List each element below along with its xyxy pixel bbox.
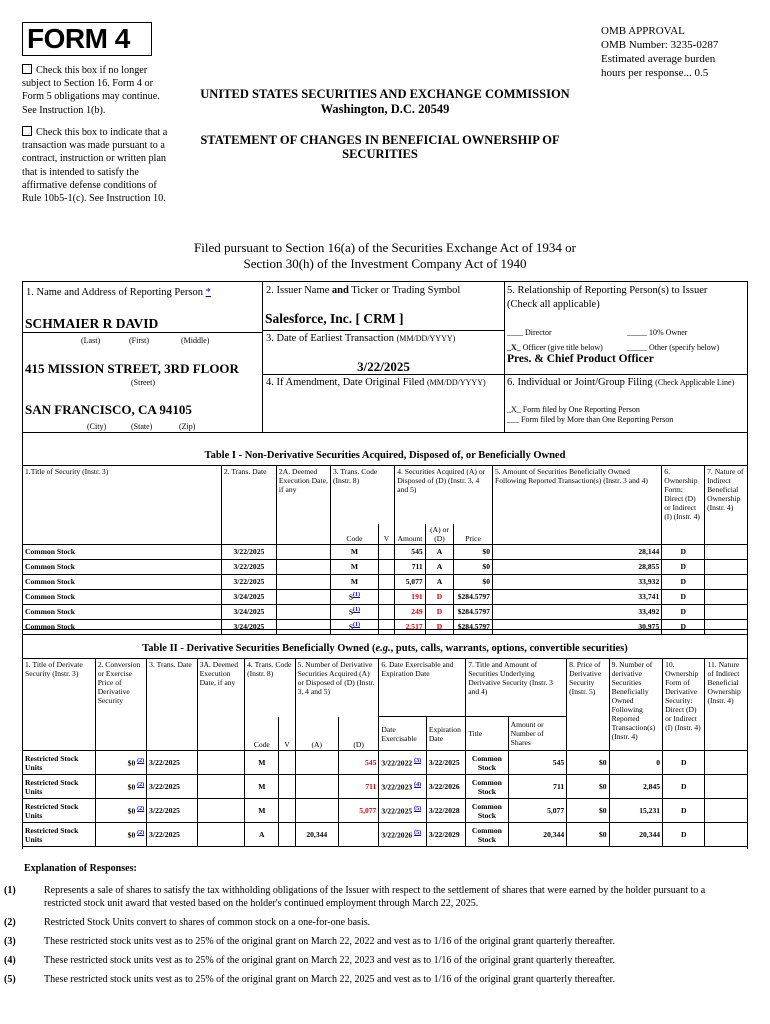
explanation-note: [4, 916, 724, 929]
omb-line: OMB Number: 3235-0287: [601, 39, 719, 51]
t2-cell-owned: 15,231: [609, 799, 663, 823]
t2-cell-underlying-title: Common Stock: [466, 775, 508, 799]
t1-cell-title: Common Stock: [23, 619, 222, 634]
t1-cell-owned: 28,144: [492, 544, 661, 559]
t1-cell-title: Common Stock: [23, 589, 222, 604]
t1-cell-amount: 5,077: [395, 574, 425, 589]
issuer-box: [262, 281, 505, 331]
t2-cell-title: Restricted Stock Units: [23, 799, 96, 823]
t1-cell-v: [378, 604, 394, 619]
t2-cell-conversion: [95, 751, 146, 775]
t1-cell-v: [378, 589, 394, 604]
t2-cell-d: 5,077: [338, 799, 378, 823]
street-label: (Street): [131, 378, 155, 387]
t2-cell-form: D: [663, 799, 705, 823]
divider: [23, 332, 262, 333]
section16-note: [22, 64, 172, 117]
footnote-link[interactable]: (1): [353, 592, 361, 599]
t2-cell-deemed: [197, 799, 244, 823]
footnote-link[interactable]: (5): [414, 830, 422, 837]
t1-cell-owned: 33,741: [492, 589, 661, 604]
table-row: [23, 544, 748, 559]
footnote-link[interactable]: (4): [414, 782, 422, 789]
t2-cell-price: $0: [567, 823, 609, 847]
last-label: (Last): [81, 336, 101, 345]
table-row: [23, 775, 748, 799]
t1-cell-deemed: [276, 544, 330, 559]
cell-value: 3/22/2023: [381, 782, 413, 792]
cell-value: 3/22/2022: [381, 758, 413, 768]
t2-cell-form: D: [663, 775, 705, 799]
t2-cell-date: 3/22/2025: [147, 823, 197, 847]
table-row: [23, 604, 748, 619]
t2-cell-nature: [705, 823, 748, 847]
t1-cell-v: [378, 544, 394, 559]
t2-cell-underlying-title: Common Stock: [466, 799, 508, 823]
t2-header-title: 1. Title of Derivate Security (Instr. 3): [23, 659, 96, 751]
t1-cell-title: Common Stock: [23, 559, 222, 574]
t2-sub-exercisable: Date Exercisable: [379, 717, 426, 751]
issuer-label: 2. Issuer Name and Ticker or Trading Symbol: [266, 285, 461, 296]
officer-title: Pres. & Chief Product Officer: [507, 353, 654, 365]
t2-cell-owned: 20,344: [609, 823, 663, 847]
t2-sub-expiration: Expiration Date: [426, 717, 465, 751]
first-label: (First): [129, 336, 149, 345]
cell-value: $0: [127, 758, 136, 768]
t1-cell-deemed: [276, 589, 330, 604]
t1-cell-deemed: [276, 604, 330, 619]
explanation-title: Explanation of Responses:: [24, 863, 137, 874]
t2-cell-underlying-title: Common Stock: [466, 823, 508, 847]
t2-cell-expiration: 3/22/2028: [426, 799, 465, 823]
t1-cell-form: D: [662, 604, 705, 619]
t2-cell-a: 20,344: [295, 823, 338, 847]
city-state-zip: SAN FRANCISCO, CA 94105: [25, 402, 192, 417]
footnote-link[interactable]: (5): [414, 806, 422, 813]
t1-header-acquired: 4. Securities Acquired (A) or Disposed of (D) (Instr. 3, 4 and 5): [395, 466, 493, 524]
t1-header-date: 2. Trans. Date: [221, 466, 276, 545]
t1-cell-title: Common Stock: [23, 574, 222, 589]
t2-cell-shares: 5,077: [508, 799, 567, 823]
t1-header-deemed: 2A. Deemed Execution Date, if any: [276, 466, 330, 545]
t2-cell-code: M: [245, 751, 279, 775]
t1-cell-title: Common Stock: [23, 604, 222, 619]
rule10b5-checkbox[interactable]: [22, 126, 32, 136]
footnote-link[interactable]: (2): [137, 830, 145, 837]
t1-cell-ad: A: [425, 574, 454, 589]
t2-header-code: 4. Trans. Code (Instr. 8): [245, 659, 295, 717]
table2-title: Table II - Derivative Securities Beneficially Owned (e.g., puts, calls, warrants, options, convertible securities): [142, 643, 628, 654]
t2-header-date: 3. Trans. Date: [147, 659, 197, 751]
t1-cell-form: D: [662, 559, 705, 574]
agency-name: UNITED STATES SECURITIES AND EXCHANGE COMMISSION: [200, 87, 570, 101]
agency-city: Washington, D.C. 20549: [320, 102, 450, 116]
table-row: [23, 574, 748, 589]
t2-cell-a: [295, 775, 338, 799]
t2-cell-deemed: [197, 751, 244, 775]
cell-value: $0: [127, 830, 136, 840]
t2-cell-exercisable: [379, 799, 426, 823]
table1: [22, 465, 748, 635]
t1-cell-ad: A: [425, 559, 454, 574]
note-number: (3): [4, 936, 16, 947]
t2-cell-date: 3/22/2025: [147, 751, 197, 775]
t1-cell-form: D: [662, 619, 705, 634]
t2-cell-nature: [705, 751, 748, 775]
note-text: Represents a sale of shares to satisfy the tax withholding obligations of the Issuer with respect to the settlement of shares that were earned by the holder pursuant to a restricted stock unit award that vested based on the holder's continued employment through March 22, 2025.: [44, 885, 706, 909]
t2-sub-a: (A): [295, 717, 338, 751]
t1-sub-price: Price: [454, 524, 493, 545]
explanation-note: [4, 973, 724, 986]
t1-header-title: 1.Title of Security (Instr. 3): [23, 466, 222, 545]
footnote-star-link[interactable]: *: [205, 287, 211, 298]
t2-cell-v: [279, 799, 295, 823]
filing-type-label: 6. Individual or Joint/Group Filing (Check Applicable Line): [507, 377, 735, 388]
table-row: [23, 751, 748, 775]
footnote-link[interactable]: (2): [137, 758, 145, 765]
officer-option[interactable]: _X_ Officer (give title below): [507, 343, 603, 352]
t2-cell-title: Restricted Stock Units: [23, 751, 96, 775]
footnote-link[interactable]: (2): [137, 782, 145, 789]
amendment-label: 4. If Amendment, Date Original Filed (MM/DD/YYYY): [266, 377, 486, 388]
director-option[interactable]: ____ Director: [507, 328, 552, 337]
city-label: (City): [87, 422, 107, 431]
section16-checkbox[interactable]: [22, 64, 32, 74]
t1-cell-nature: [705, 559, 748, 574]
footnote-link[interactable]: (1): [353, 622, 361, 629]
rule10b5-text: Check this box to indicate that a transaction was made pursuant to a contract, instruction or written plan that is intended to satisfy the affirmative defense conditions of Rule 10b5-1(c). See Instruction 10.: [22, 127, 168, 205]
cell-value: 3/22/2026: [381, 830, 413, 840]
t2-cell-v: [279, 751, 295, 775]
t2-cell-deemed: [197, 823, 244, 847]
table1-title: Table I - Non-Derivative Securities Acquired, Disposed of, or Beneficially Owned: [204, 450, 566, 461]
explanation-note: [4, 954, 724, 967]
t2-cell-title: Restricted Stock Units: [23, 823, 96, 847]
reporting-person-box: [22, 281, 263, 433]
t1-header-owned: 5. Amount of Securities Beneficially Owned Following Reported Transaction(s) (Instr. 3 and 4): [492, 466, 661, 545]
t1-cell-ad: A: [425, 544, 454, 559]
t1-cell-date: 3/22/2025: [221, 544, 276, 559]
t1-cell-price: $284.5797: [454, 619, 493, 634]
t2-header-deemed: 3A. Deemed Execution Date, if any: [197, 659, 244, 751]
t2-sub-title: Title: [466, 717, 508, 751]
t2-cell-form: D: [663, 823, 705, 847]
t1-header-nature: 7. Nature of Indirect Beneficial Ownership (Instr. 4): [705, 466, 748, 545]
t2-header-price: 8. Price of Derivative Security (Instr. 5): [567, 659, 609, 751]
relationship-label: 5. Relationship of Reporting Person(s) to Issuer (Check all applicable): [507, 285, 708, 310]
explanation: [4, 862, 724, 992]
t1-cell-price: $284.5797: [454, 589, 493, 604]
t2-cell-d: [338, 823, 378, 847]
t2-cell-shares: 711: [508, 775, 567, 799]
one-person-option[interactable]: _X_ Form filed by One Reporting Person: [507, 405, 640, 414]
footnote-link[interactable]: (2): [137, 806, 145, 813]
relationship-box: [504, 281, 748, 375]
earliest-transaction-box: [262, 330, 505, 375]
t1-cell-date: 3/22/2025: [221, 574, 276, 589]
t2-cell-a: [295, 799, 338, 823]
t1-cell-ad: D: [425, 604, 454, 619]
t1-cell-form: D: [662, 574, 705, 589]
issuer-value: Salesforce, Inc. [ CRM ]: [265, 311, 404, 326]
t1-cell-ad: D: [425, 589, 454, 604]
t1-sub-amount: Amount: [395, 524, 425, 545]
t2-cell-conversion: [95, 775, 146, 799]
t2-cell-date: 3/22/2025: [147, 799, 197, 823]
t1-cell-v: [378, 574, 394, 589]
t1-cell-code: M: [330, 544, 378, 559]
t2-cell-owned: 0: [609, 751, 663, 775]
box1-label: 1. Name and Address of Reporting Person *: [26, 287, 211, 298]
t1-cell-deemed: [276, 574, 330, 589]
t2-header-form: 10. Ownership Form of Derivative Security: Direct (D) or Indirect (I) (Instr. 4): [663, 659, 705, 751]
note-text: These restricted stock units vest as to 25% of the original grant on March 22, 2022 and vest as to 1/16 of the original grant quarterly thereafter.: [44, 936, 615, 947]
t2-header-exercisable: 6. Date Exercisable and Expiration Date: [379, 659, 466, 717]
t2-cell-exercisable: [379, 775, 426, 799]
ten-percent-owner-option[interactable]: _____ 10% Owner: [627, 328, 688, 337]
t2-cell-shares: 545: [508, 751, 567, 775]
t1-cell-amount: 249: [395, 604, 425, 619]
amendment-box: [262, 374, 505, 433]
table-row: [23, 823, 748, 847]
t1-cell-title: Common Stock: [23, 544, 222, 559]
t2-cell-conversion: [95, 823, 146, 847]
t1-cell-owned: 28,855: [492, 559, 661, 574]
t1-header-form: 6. Ownership Form: Direct (D) or Indirect (I) (Instr. 4): [662, 466, 705, 545]
t1-cell-price: $0: [454, 574, 493, 589]
t2-cell-expiration: 3/22/2029: [426, 823, 465, 847]
t2-header-conversion: 2. Conversion or Exercise Price of Derivative Security: [95, 659, 146, 751]
t1-cell-form: D: [662, 544, 705, 559]
t1-cell-date: 3/22/2025: [221, 559, 276, 574]
form-title: FORM 4: [22, 22, 152, 56]
t1-cell-code: M: [330, 559, 378, 574]
t1-header-code: 3. Trans. Code (Instr. 8): [330, 466, 394, 524]
t2-cell-nature: [705, 799, 748, 823]
t1-cell-amount: 191: [395, 589, 425, 604]
t1-cell-ad: D: [425, 619, 454, 634]
earliest-transaction-date: 3/22/2025: [357, 359, 410, 374]
t2-cell-expiration: 3/22/2025: [426, 751, 465, 775]
t1-cell-v: [378, 559, 394, 574]
reporting-person-name: SCHMAIER R DAVID: [25, 316, 159, 331]
t1-cell-date: 3/24/2025: [221, 604, 276, 619]
state-label: (State): [131, 422, 153, 431]
t2-cell-v: [279, 823, 295, 847]
t1-cell-owned: 33,932: [492, 574, 661, 589]
t2-cell-owned: 2,845: [609, 775, 663, 799]
code-value: S: [348, 607, 354, 617]
filed-line-1: Filed pursuant to Section 16(a) of the Securities Exchange Act of 1934 or: [194, 240, 576, 255]
t1-cell-price: $0: [454, 559, 493, 574]
table-row: [23, 589, 748, 604]
t2-header-nature: 11. Nature of Indirect Beneficial Ownership (Instr. 4): [705, 659, 748, 751]
t2-cell-exercisable: [379, 751, 426, 775]
other-option[interactable]: _____ Other (specify below): [627, 343, 720, 352]
t2-sub-shares: Amount or Number of Shares: [508, 717, 567, 751]
t2-cell-underlying-title: Common Stock: [466, 751, 508, 775]
filing-type-box: [504, 374, 748, 433]
t1-cell-amount: 711: [395, 559, 425, 574]
note-number: (5): [4, 974, 16, 985]
t2-sub-code: Code: [245, 717, 279, 751]
omb-line: hours per response... 0.5: [601, 67, 709, 79]
table-row: [23, 559, 748, 574]
t2-cell-price: $0: [567, 799, 609, 823]
t1-cell-date: 3/24/2025: [221, 589, 276, 604]
filed-line-2: Section 30(h) of the Investment Company Act of 1940: [243, 256, 527, 271]
omb-line: Estimated average burden: [601, 53, 716, 65]
cell-value: $0: [127, 782, 136, 792]
t2-header-number: 5. Number of Derivative Securities Acquired (A) or Disposed of (D) (Instr. 3, 4 and 5): [295, 659, 379, 717]
t2-cell-date: 3/22/2025: [147, 775, 197, 799]
t2-cell-exercisable: [379, 823, 426, 847]
t1-cell-deemed: [276, 559, 330, 574]
multiple-persons-option[interactable]: ___ Form filed by More than One Reporting Person: [507, 415, 674, 424]
t2-cell-price: $0: [567, 751, 609, 775]
t1-cell-nature: [705, 574, 748, 589]
t2-cell-expiration: 3/22/2026: [426, 775, 465, 799]
zip-label: (Zip): [179, 422, 196, 431]
t2-cell-d: 545: [338, 751, 378, 775]
note-text: These restricted stock units vest as to 25% of the original grant on March 22, 2025 and vest as to 1/16 of the original grant quarterly thereafter.: [44, 974, 615, 985]
explanation-note: [4, 884, 724, 910]
street-value: 415 MISSION STREET, 3RD FLOOR: [25, 361, 239, 376]
omb-approval: [601, 24, 718, 80]
table-row: [23, 799, 748, 823]
footnote-link[interactable]: (1): [353, 607, 361, 614]
t1-cell-code: M: [330, 574, 378, 589]
note-text: Restricted Stock Units convert to shares of common stock on a one-for-one basis.: [44, 917, 371, 928]
t2-sub-d: (D): [338, 717, 378, 751]
t2-cell-d: 711: [338, 775, 378, 799]
t2-header-owned: 9. Number of derivative Securities Beneficially Owned Following Reported Transaction(s) (Instr. 4): [609, 659, 663, 751]
t1-cell-owned: 30,975: [492, 619, 661, 634]
t2-header-underlying: 7. Title and Amount of Securities Underlying Derivative Security (Instr. 3 and 4): [466, 659, 567, 717]
t1-cell-code: [330, 604, 378, 619]
t2-cell-nature: [705, 775, 748, 799]
t2-cell-title: Restricted Stock Units: [23, 775, 96, 799]
t1-cell-form: D: [662, 589, 705, 604]
t2-cell-code: A: [245, 823, 279, 847]
section16-text: Check this box if no longer subject to Section 16. Form 4 or Form 5 obligations may continue. See Instruction 1(b).: [22, 65, 160, 116]
t2-cell-deemed: [197, 775, 244, 799]
code-value: S: [348, 622, 354, 632]
explanation-note: [4, 935, 724, 948]
t2-cell-form: D: [663, 751, 705, 775]
t2-cell-a: [295, 751, 338, 775]
note-number: (2): [4, 917, 16, 928]
t1-sub-v: V: [378, 524, 394, 545]
t2-cell-code: M: [245, 775, 279, 799]
note-text: These restricted stock units vest as to 25% of the original grant on March 22, 2023 and vest as to 1/16 of the original grant quarterly thereafter.: [44, 955, 615, 966]
note-number: (1): [4, 885, 16, 896]
t2-cell-conversion: [95, 799, 146, 823]
t1-cell-nature: [705, 604, 748, 619]
t1-cell-price: $284.5797: [454, 604, 493, 619]
t1-cell-nature: [705, 589, 748, 604]
code-value: S: [348, 592, 354, 602]
note-number: (4): [4, 955, 16, 966]
omb-line: OMB APPROVAL: [601, 25, 685, 37]
statement-title: STATEMENT OF CHANGES IN BENEFICIAL OWNERSHIP OF SECURITIES: [200, 133, 560, 161]
cell-value: $0: [127, 806, 136, 816]
footnote-link[interactable]: (3): [414, 758, 422, 765]
t2-cell-v: [279, 775, 295, 799]
t1-cell-amount: 2,517: [395, 619, 425, 634]
t1-cell-date: 3/24/2025: [221, 619, 276, 634]
t2-sub-v: V: [279, 717, 295, 751]
t1-cell-amount: 545: [395, 544, 425, 559]
t1-sub-ad: (A) or (D): [425, 524, 454, 545]
earliest-transaction-label: 3. Date of Earliest Transaction (MM/DD/YYYY): [266, 333, 456, 344]
table2: [22, 658, 748, 847]
t1-cell-nature: [705, 544, 748, 559]
t2-cell-shares: 20,344: [508, 823, 567, 847]
cell-value: 3/22/2025: [381, 806, 413, 816]
t1-cell-owned: 33,492: [492, 604, 661, 619]
t2-cell-price: $0: [567, 775, 609, 799]
t1-cell-price: $0: [454, 544, 493, 559]
t1-sub-code: Code: [330, 524, 378, 545]
t2-cell-code: M: [245, 799, 279, 823]
rule10b5-note: [22, 126, 172, 205]
middle-label: (Middle): [181, 336, 210, 345]
t1-cell-code: [330, 589, 378, 604]
